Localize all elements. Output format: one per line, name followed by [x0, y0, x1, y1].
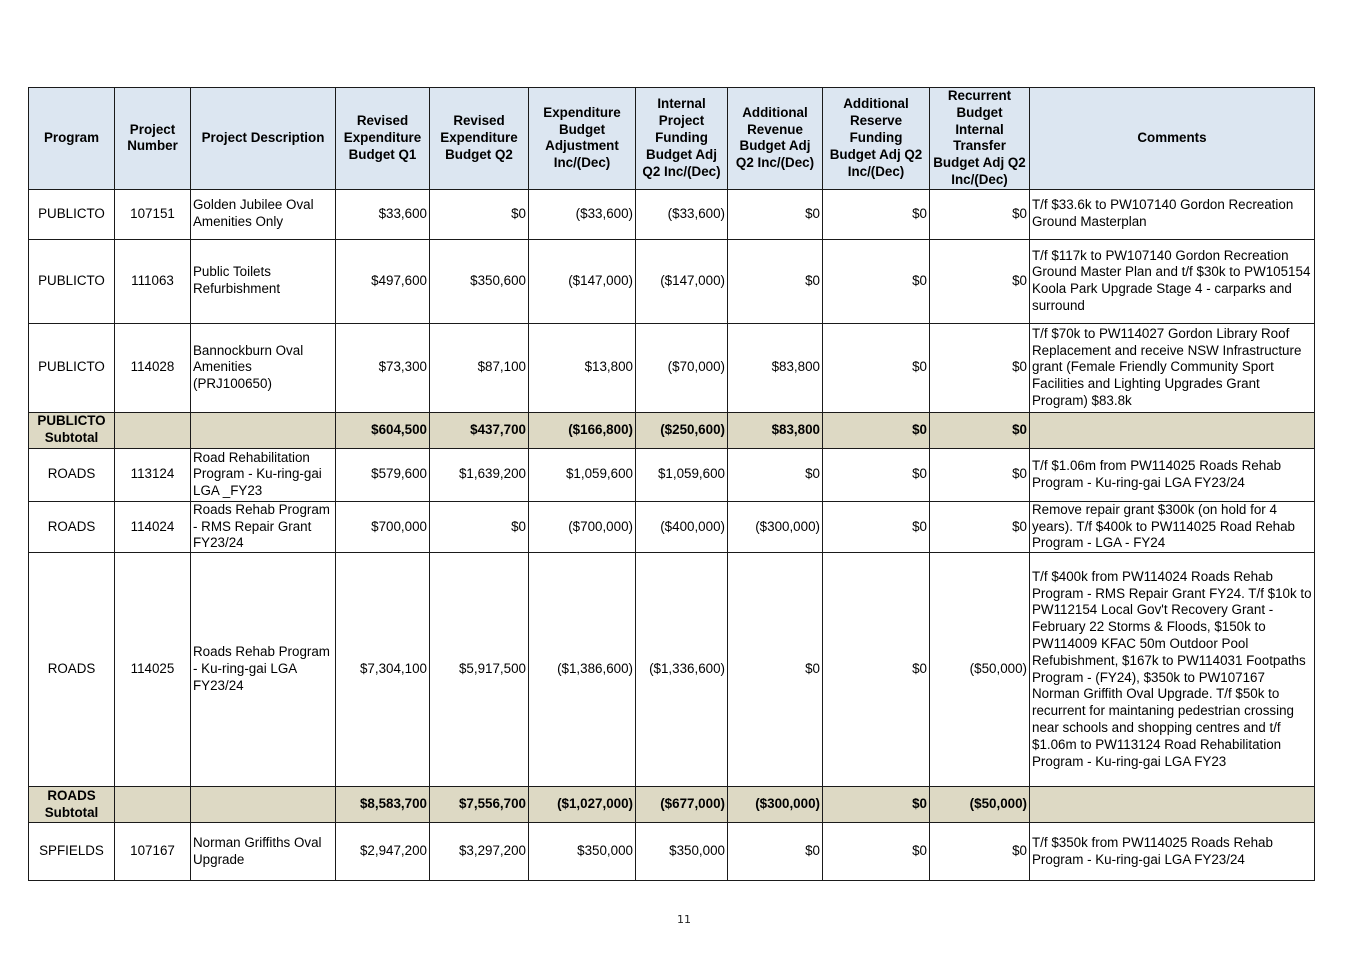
- cell-additional-reserve: $0: [823, 412, 930, 448]
- cell-comments: T/f $117k to PW107140 Gordon Recreation Ground Master Plan and t/f $30k to PW105154 Koola Park Upgrade Stage 4 - carparks and surround: [1030, 239, 1315, 323]
- cell-budget-q1: $497,600: [336, 239, 430, 323]
- cell-budget-q1: $700,000: [336, 501, 430, 552]
- cell-additional-revenue: $0: [728, 189, 823, 239]
- cell-additional-revenue: $0: [728, 553, 823, 787]
- cell-budget-q1: $2,947,200: [336, 823, 430, 881]
- cell-budget-q2: $350,600: [430, 239, 529, 323]
- header-revised-budget-q1: Revised Expenditure Budget Q1: [336, 88, 430, 190]
- subtotal-row: [29, 412, 1315, 448]
- header-row: [29, 88, 1315, 190]
- header-additional-reserve: Additional Reserve Funding Budget Adj Q2 Inc/(Dec): [823, 88, 930, 190]
- cell-additional-revenue: $0: [728, 448, 823, 501]
- cell-additional-revenue: ($300,000): [728, 787, 823, 823]
- budget-adjustment-table: [28, 87, 1315, 881]
- cell-description: [191, 787, 336, 823]
- table-row: [29, 448, 1315, 501]
- cell-program: PUBLICTO: [29, 189, 115, 239]
- cell-description: Public Toilets Refurbishment: [191, 239, 336, 323]
- cell-description: Roads Rehab Program - RMS Repair Grant FY23/24: [191, 501, 336, 552]
- cell-recurrent-transfer: $0: [930, 412, 1030, 448]
- cell-project-number: 114024: [115, 501, 191, 552]
- table-row: [29, 553, 1315, 787]
- cell-recurrent-transfer: $0: [930, 323, 1030, 412]
- cell-program: PUBLICTO Subtotal: [29, 412, 115, 448]
- cell-internal-funding: ($400,000): [636, 501, 728, 552]
- cell-additional-reserve: $0: [823, 787, 930, 823]
- cell-project-number: [115, 412, 191, 448]
- header-internal-funding: Internal Project Funding Budget Adj Q2 Inc/(Dec): [636, 88, 728, 190]
- cell-recurrent-transfer: $0: [930, 501, 1030, 552]
- cell-budget-q2: $0: [430, 501, 529, 552]
- cell-budget-q1: $7,304,100: [336, 553, 430, 787]
- cell-program: PUBLICTO: [29, 323, 115, 412]
- cell-expenditure-adjustment: ($166,800): [529, 412, 636, 448]
- cell-budget-q1: $579,600: [336, 448, 430, 501]
- cell-program: ROADS: [29, 448, 115, 501]
- cell-project-number: 111063: [115, 239, 191, 323]
- cell-budget-q2: $7,556,700: [430, 787, 529, 823]
- cell-additional-revenue: $0: [728, 823, 823, 881]
- cell-comments: Remove repair grant $300k (on hold for 4 years). T/f $400k to PW114025 Road Rehab Program - LGA - FY24: [1030, 501, 1315, 552]
- cell-expenditure-adjustment: ($1,386,600): [529, 553, 636, 787]
- cell-expenditure-adjustment: ($1,027,000): [529, 787, 636, 823]
- cell-program: ROADS: [29, 553, 115, 787]
- cell-expenditure-adjustment: ($147,000): [529, 239, 636, 323]
- cell-internal-funding: $1,059,600: [636, 448, 728, 501]
- header-program: Program: [29, 88, 115, 190]
- cell-description: [191, 412, 336, 448]
- cell-additional-revenue: ($300,000): [728, 501, 823, 552]
- cell-recurrent-transfer: $0: [930, 239, 1030, 323]
- cell-budget-q1: $604,500: [336, 412, 430, 448]
- cell-description: Norman Griffiths Oval Upgrade: [191, 823, 336, 881]
- cell-program: PUBLICTO: [29, 239, 115, 323]
- cell-additional-revenue: $83,800: [728, 412, 823, 448]
- cell-project-number: 107151: [115, 189, 191, 239]
- cell-internal-funding: ($147,000): [636, 239, 728, 323]
- cell-expenditure-adjustment: $13,800: [529, 323, 636, 412]
- cell-comments: T/f $350k from PW114025 Roads Rehab Program - Ku-ring-gai LGA FY23/24: [1030, 823, 1315, 881]
- cell-expenditure-adjustment: $350,000: [529, 823, 636, 881]
- cell-budget-q2: $87,100: [430, 323, 529, 412]
- header-comments: Comments: [1030, 88, 1315, 190]
- cell-budget-q2: $5,917,500: [430, 553, 529, 787]
- cell-description: Roads Rehab Program - Ku-ring-gai LGA FY23/24: [191, 553, 336, 787]
- cell-recurrent-transfer: ($50,000): [930, 553, 1030, 787]
- header-recurrent-transfer: Recurrent Budget Internal Transfer Budget Adj Q2 Inc/(Dec): [930, 88, 1030, 190]
- cell-recurrent-transfer: ($50,000): [930, 787, 1030, 823]
- cell-comments: [1030, 787, 1315, 823]
- table-row: [29, 239, 1315, 323]
- cell-description: Bannockburn Oval Amenities (PRJ100650): [191, 323, 336, 412]
- cell-additional-revenue: $0: [728, 239, 823, 323]
- cell-comments: [1030, 412, 1315, 448]
- page-number: 11: [677, 913, 691, 926]
- header-project-description: Project Description: [191, 88, 336, 190]
- cell-budget-q1: $33,600: [336, 189, 430, 239]
- cell-expenditure-adjustment: $1,059,600: [529, 448, 636, 501]
- cell-project-number: 114028: [115, 323, 191, 412]
- cell-program: SPFIELDS: [29, 823, 115, 881]
- header-additional-revenue: Additional Revenue Budget Adj Q2 Inc/(Dec): [728, 88, 823, 190]
- cell-budget-q2: $0: [430, 189, 529, 239]
- cell-project-number: 113124: [115, 448, 191, 501]
- cell-internal-funding: ($1,336,600): [636, 553, 728, 787]
- cell-comments: T/f $33.6k to PW107140 Gordon Recreation Ground Masterplan: [1030, 189, 1315, 239]
- cell-program: ROADS Subtotal: [29, 787, 115, 823]
- header-project-number: Project Number: [115, 88, 191, 190]
- cell-comments: T/f $70k to PW114027 Gordon Library Roof Replacement and receive NSW Infrastructure grant (Female Friendly Community Sport Facilities and Lighting Upgrades Grant Program) $83.8k: [1030, 323, 1315, 412]
- table-row: [29, 189, 1315, 239]
- cell-project-number: 114025: [115, 553, 191, 787]
- cell-recurrent-transfer: $0: [930, 189, 1030, 239]
- cell-expenditure-adjustment: ($700,000): [529, 501, 636, 552]
- cell-internal-funding: $350,000: [636, 823, 728, 881]
- cell-expenditure-adjustment: ($33,600): [529, 189, 636, 239]
- cell-internal-funding: ($70,000): [636, 323, 728, 412]
- cell-internal-funding: ($33,600): [636, 189, 728, 239]
- cell-budget-q2: $3,297,200: [430, 823, 529, 881]
- subtotal-row: [29, 787, 1315, 823]
- cell-project-number: 107167: [115, 823, 191, 881]
- cell-budget-q1: $8,583,700: [336, 787, 430, 823]
- cell-internal-funding: ($250,600): [636, 412, 728, 448]
- cell-recurrent-transfer: $0: [930, 823, 1030, 881]
- header-revised-budget-q2: Revised Expenditure Budget Q2: [430, 88, 529, 190]
- cell-additional-reserve: $0: [823, 448, 930, 501]
- header-expenditure-adjustment: Expenditure Budget Adjustment Inc/(Dec): [529, 88, 636, 190]
- cell-recurrent-transfer: $0: [930, 448, 1030, 501]
- cell-additional-reserve: $0: [823, 189, 930, 239]
- cell-comments: T/f $1.06m from PW114025 Roads Rehab Program - Ku-ring-gai LGA FY23/24: [1030, 448, 1315, 501]
- cell-additional-reserve: $0: [823, 323, 930, 412]
- cell-description: Road Rehabilitation Program - Ku-ring-gai LGA _FY23: [191, 448, 336, 501]
- cell-internal-funding: ($677,000): [636, 787, 728, 823]
- cell-program: ROADS: [29, 501, 115, 552]
- cell-comments: T/f $400k from PW114024 Roads Rehab Program - RMS Repair Grant FY24. T/f $10k to PW112154 Local Gov't Recovery Grant - February 22 Storms & Floods, $150k to PW114009 KFAC 50m Outdoor Pool Refubishment, $167k to PW114031 Footpaths Program - (FY24), $350k to PW107167 Norman Griffith Oval Upgrade. T/f $50k to recurrent for maintaning pedestrian crossing near schools and shopping centres and t/f $1.06m to PW113124 Road Rehabilitation Program - Ku-ring-gai LGA FY23: [1030, 553, 1315, 787]
- cell-additional-reserve: $0: [823, 501, 930, 552]
- table-row: [29, 823, 1315, 881]
- table-row: [29, 323, 1315, 412]
- cell-additional-revenue: $83,800: [728, 323, 823, 412]
- cell-description: Golden Jubilee Oval Amenities Only: [191, 189, 336, 239]
- cell-additional-reserve: $0: [823, 823, 930, 881]
- cell-project-number: [115, 787, 191, 823]
- cell-budget-q2: $437,700: [430, 412, 529, 448]
- cell-additional-reserve: $0: [823, 239, 930, 323]
- cell-budget-q2: $1,639,200: [430, 448, 529, 501]
- table-row: [29, 501, 1315, 552]
- cell-budget-q1: $73,300: [336, 323, 430, 412]
- cell-additional-reserve: $0: [823, 553, 930, 787]
